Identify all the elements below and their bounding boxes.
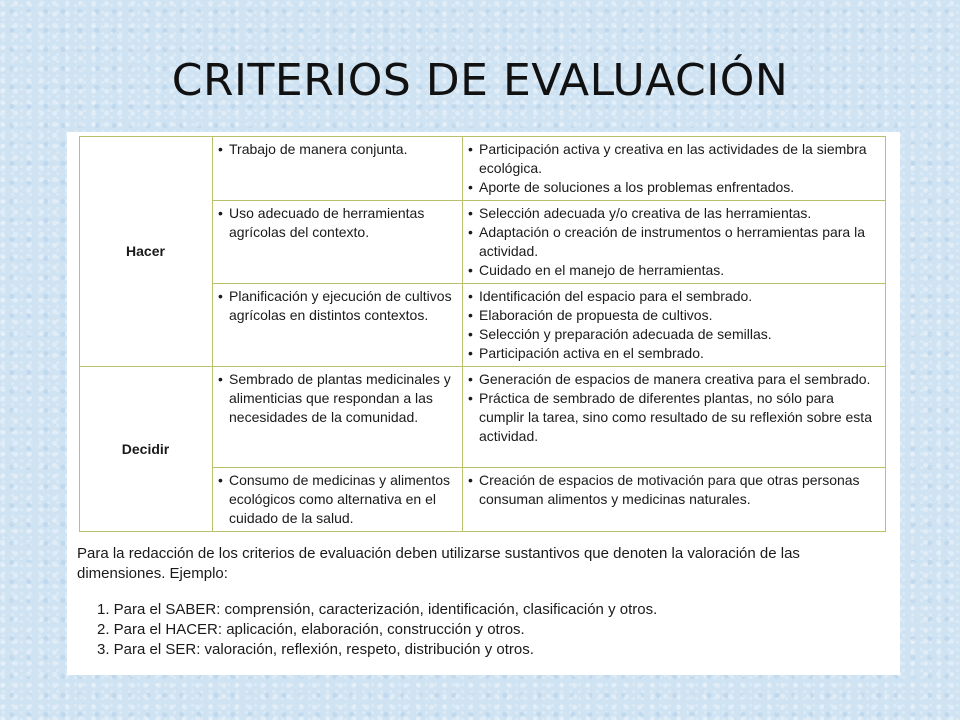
table-row [80, 137, 886, 201]
indicator-item: • Selección y preparación adecuada de semillas. [468, 325, 879, 344]
indicator-cell [463, 137, 886, 201]
note-list-item: 1. Para el SABER: comprensión, caracterización, identificación, clasificación y otros. [97, 601, 658, 618]
indicator-cell [463, 468, 886, 532]
indicator-item: • Selección adecuada y/o creativa de las herramientas. [468, 204, 879, 223]
criteria-table [79, 136, 886, 532]
indicator-item: • Participación activa y creativa en las actividades de la siembra ecológica. [468, 140, 879, 178]
indicator-item: • Creación de espacios de motivación para que otras personas consuman alimentos y medicinas naturales. [468, 471, 879, 509]
criterion-item: • Trabajo de manera conjunta. [218, 140, 456, 159]
indicator-item: • Aporte de soluciones a los problemas enfrentados. [468, 178, 879, 197]
indicator-cell [463, 201, 886, 284]
criterion-cell [213, 284, 463, 367]
indicator-cell [463, 284, 886, 367]
criterion-cell [213, 137, 463, 201]
slide-title: CRITERIOS DE EVALUACIÓN [171, 55, 789, 106]
note-list-item: 2. Para el HACER: aplicación, elaboración, construcción y otros. [97, 621, 525, 638]
indicator-cell [463, 367, 886, 468]
indicator-item: • Elaboración de propuesta de cultivos. [468, 306, 879, 325]
indicator-item: • Identificación del espacio para el sembrado. [468, 287, 879, 306]
table-row [80, 367, 886, 468]
indicator-item: • Generación de espacios de manera creativa para el sembrado. [468, 370, 879, 389]
criterion-item: • Uso adecuado de herramientas agrícolas del contexto. [218, 204, 456, 242]
dimension-cell-decidir: Decidir [80, 367, 213, 532]
evaluation-note [77, 544, 889, 660]
criterion-cell [213, 201, 463, 284]
criterion-item: • Planificación y ejecución de cultivos agrícolas en distintos contextos. [218, 287, 456, 325]
indicator-item: • Práctica de sembrado de diferentes plantas, no sólo para cumplir la tarea, sino como resultado de su reflexión sobre esta actividad. [468, 389, 879, 446]
document-image [67, 132, 900, 675]
dimension-cell-hacer: Hacer [80, 137, 213, 367]
criterion-cell [213, 468, 463, 532]
indicator-item: • Cuidado en el manejo de herramientas. [468, 261, 879, 280]
criterion-item: • Sembrado de plantas medicinales y alimenticias que respondan a las necesidades de la comunidad. [218, 370, 456, 427]
note-list [77, 600, 889, 660]
indicator-item: • Participación activa en el sembrado. [468, 344, 879, 363]
indicator-item: • Adaptación o creación de instrumentos o herramientas para la actividad. [468, 223, 879, 261]
note-intro: Para la redacción de los criterios de evaluación deben utilizarse sustantivos que denoten la valoración de las dimensiones. Ejemplo: [77, 545, 800, 582]
criterion-item: • Consumo de medicinas y alimentos ecológicos como alternativa en el cuidado de la salud. [218, 471, 456, 528]
criterion-cell [213, 367, 463, 468]
note-list-item: 3. Para el SER: valoración, reflexión, respeto, distribución y otros. [97, 641, 534, 658]
